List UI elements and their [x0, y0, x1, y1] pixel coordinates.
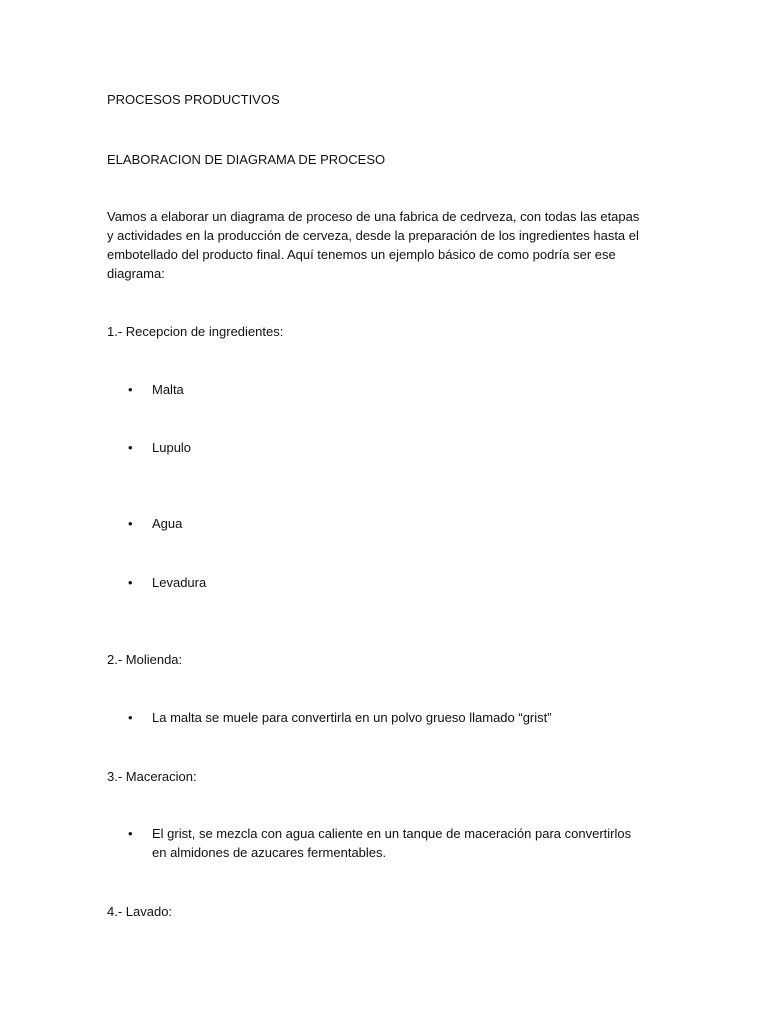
list-item-text: La malta se muele para convertirla en un polvo grueso llamado “grist”	[152, 710, 552, 725]
bullet-icon: •	[128, 710, 133, 725]
bullet-icon: •	[128, 826, 133, 841]
bullet-icon: •	[128, 575, 133, 590]
bullet-icon: •	[128, 382, 133, 397]
document-subtitle: ELABORACION DE DIAGRAMA DE PROCESO	[107, 152, 386, 167]
list-item	[128, 708, 648, 727]
section-heading-lavado: 4.- Lavado:	[107, 904, 173, 919]
list-item-text: Malta	[152, 382, 184, 397]
list-item	[128, 514, 648, 533]
list-item	[128, 438, 648, 457]
list-item-text: El grist, se mezcla con agua caliente en un tanque de maceración para convertirlos en almidones de azucares fermentables.	[152, 826, 632, 860]
section-heading-molienda: 2.- Molienda:	[107, 652, 183, 667]
intro-paragraph: Vamos a elaborar un diagrama de proceso de una fabrica de cedrveza, con todas las etapas y actividades en la producción de cerveza, desde la preparación de los ingredientes hasta el embotellado del producto final. Aquí tenemos un ejemplo básico de como podría ser ese diagrama:	[107, 209, 640, 281]
bullet-icon: •	[128, 440, 133, 455]
list-item-text: Levadura	[152, 575, 207, 590]
section-heading-recepcion: 1.- Recepcion de ingredientes:	[107, 324, 284, 339]
list-item	[128, 380, 648, 399]
bullet-icon: •	[128, 516, 133, 531]
section-heading-maceracion: 3.- Maceracion:	[107, 769, 197, 784]
list-item-text: Lupulo	[152, 440, 192, 455]
list-item	[128, 573, 648, 592]
list-item-text: Agua	[152, 516, 183, 531]
document-title: PROCESOS PRODUCTIVOS	[107, 92, 280, 107]
list-item	[128, 824, 648, 862]
